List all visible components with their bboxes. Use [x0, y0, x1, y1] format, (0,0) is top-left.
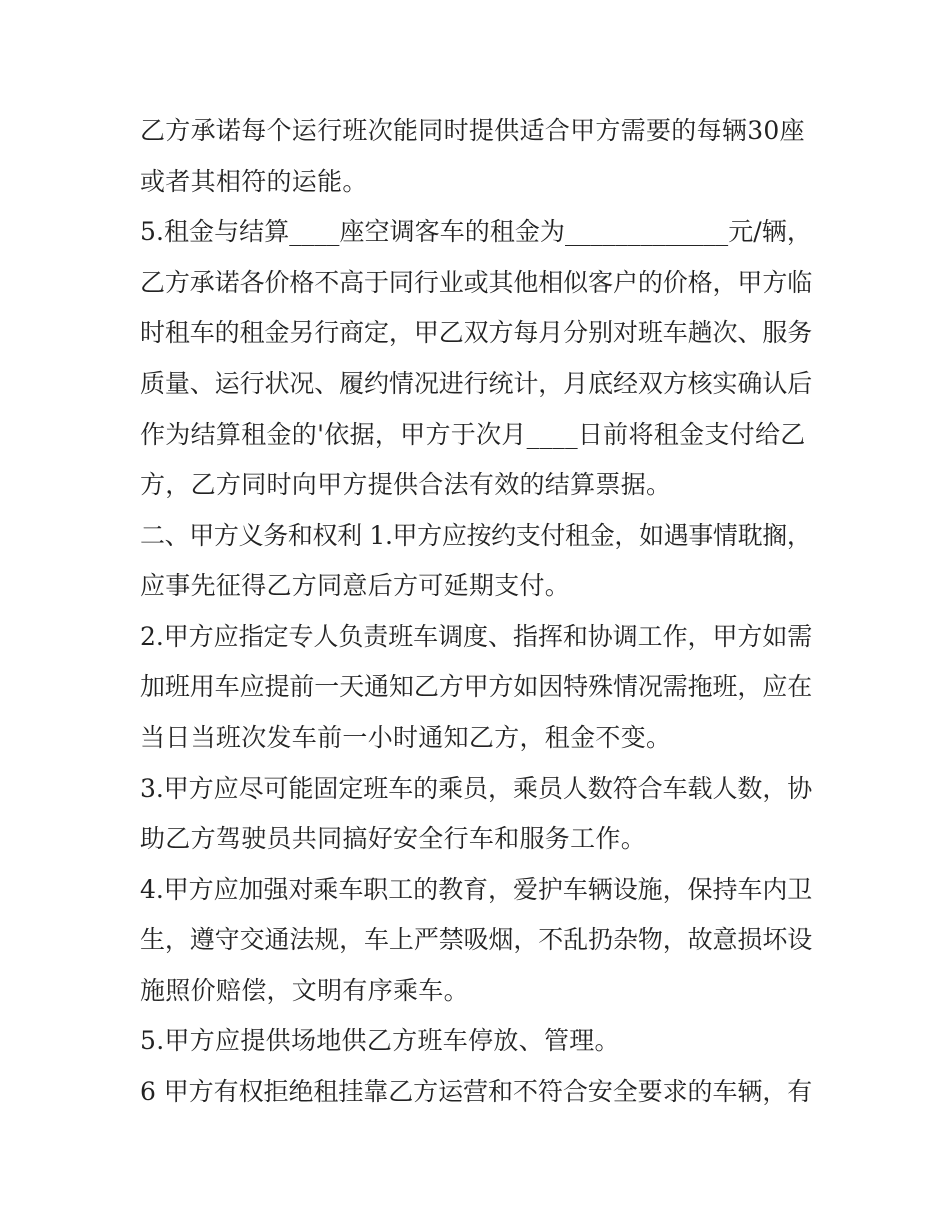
text-line: 加班用车应提前一天通知乙方甲方如因特殊情况需拖班，应在	[140, 672, 813, 701]
text-line: 3.甲方应尽可能固定班车的乘员，乘员人数符合车载人数，协	[140, 774, 813, 803]
text-line: 时租车的租金另行商定，甲乙双方每月分别对班车趟次、服务	[140, 318, 813, 347]
text-line: 方，乙方同时向甲方提供合法有效的结算票据。	[140, 470, 672, 499]
text-line: 或者其相符的运能。	[140, 167, 368, 196]
text-line: 5.甲方应提供场地供乙方班车停放、管理。	[140, 1026, 620, 1055]
text-line: 乙方承诺每个运行班次能同时提供适合甲方需要的每辆30座	[140, 116, 805, 145]
text-line: 5.租金与结算____座空调客车的租金为_____________元/辆，	[140, 217, 812, 246]
text-line: 助乙方驾驶员共同搞好安全行车和服务工作。	[140, 824, 647, 853]
text-line: 2.甲方应指定专人负责班车调度、指挥和协调工作，甲方如需	[140, 622, 813, 651]
text-line: 生，遵守交通法规，车上严禁吸烟，不乱扔杂物，故意损坏设	[140, 925, 813, 954]
text-line: 施照价赔偿，文明有序乘车。	[140, 976, 469, 1005]
text-line: 乙方承诺各价格不高于同行业或其他相似客户的价格，甲方临	[140, 268, 813, 297]
text-line: 应事先征得乙方同意后方可延期支付。	[140, 571, 571, 600]
text-line: 6 甲方有权拒绝租挂靠乙方运营和不符合安全要求的车辆，有	[140, 1077, 813, 1106]
text-line: 二、甲方义务和权利 1.甲方应按约支付租金，如遇事情耽搁，	[140, 521, 812, 550]
text-line: 作为结算租金的'依据，甲方于次月____日前将租金支付给乙	[140, 420, 806, 449]
text-line: 当日当班次发车前一小时通知乙方，租金不变。	[140, 723, 672, 752]
text-line: 4.甲方应加强对乘车职工的教育，爱护车辆设施，保持车内卫	[140, 875, 813, 904]
text-line: 质量、运行状况、履约情况进行统计，月底经双方核实确认后	[140, 369, 813, 398]
